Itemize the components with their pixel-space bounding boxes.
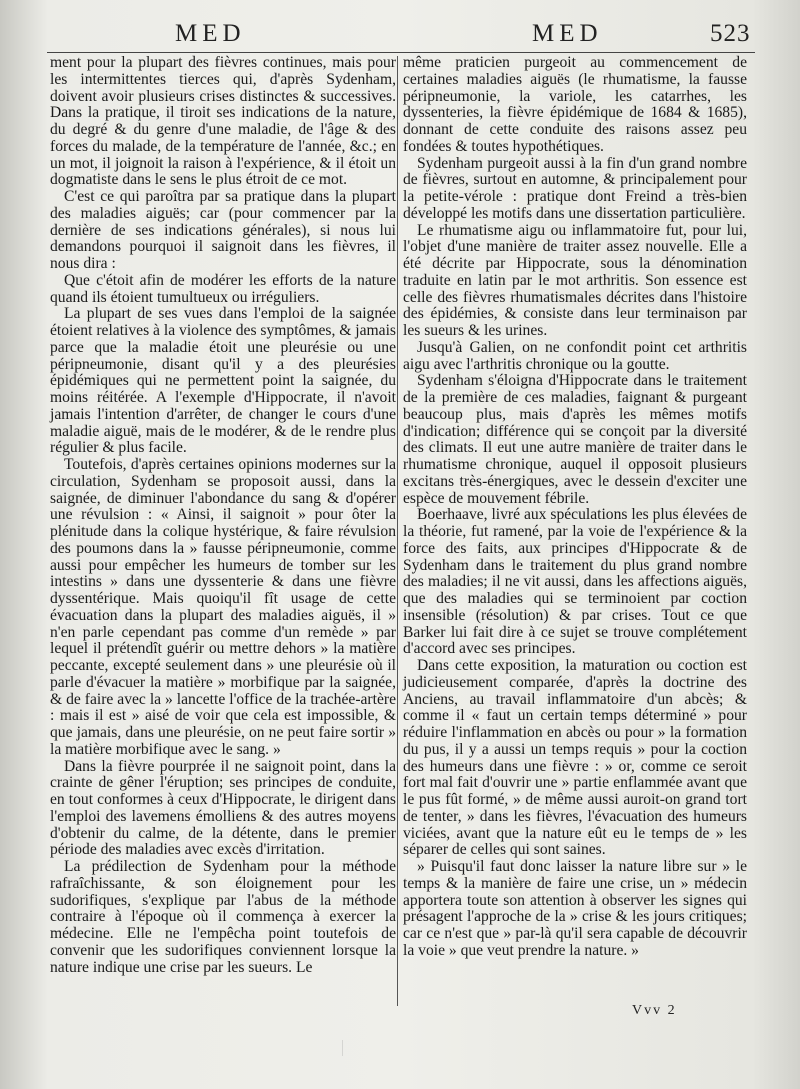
left-column <box>50 55 396 976</box>
header-rule <box>47 52 755 53</box>
left-paragraph: Toutefois, d'après certaines opinions modernes sur la circulation, Sydenham se proposoit aussi, dans la saignée, de diminuer l'abondance du sang & d'opérer une révulsion : « Ainsi, il saignoit » pour ôter la plénitude dans la colique hystérique, & faire révulsion des poumons dans la » fausse péripneumonie, comme aussi pour empêcher les humeurs de tomber sur les intestins » dans une dyssenterie & dans une fièvre dyssentérique. Mais quoiqu'il fît usage de cette évacuation dans la plupart des maladies aiguës, il » n'en parle cependant pas comme d'un remède » par lequel il prétendît guérir ou mettre dehors » la matière peccante, excepté seulement dans » une pleurésie où il parle d'évacuer la matière » morbifique par la saignée, & de faire avec la » lancette l'office de la trachée-artère : mais il est » aisé de voir que cela est impossible, & que jamais, dans une pleurésie, on ne peut faire sortir » la matière morbifique avec le sang. » <box>50 456 396 758</box>
left-paragraph: C'est ce qui paroîtra par sa pratique dans la plupart des maladies aiguës; car (pour commencer par la dernière de ses indications générales), si nous lui demandons pourquoi il saignoit dans les fièvres, il nous dira : <box>50 188 396 272</box>
right-paragraph: Le rhumatisme aigu ou inflammatoire fut, pour lui, l'objet d'une manière de traiter assez nouvelle. Elle a été décrite par Hippocrate, sous la dénomination traduite en latin par le mot arthritis. Son essence est celle des fièvres rhumatismales décrites dans l'histoire des épidémies, & consiste dans leur terminaison par les sueurs & les urines. <box>403 221 747 339</box>
right-paragraph: Jusqu'à Galien, on ne confondit point cet arthritis aigu avec l'arthritis chronique ou la goutte. <box>403 338 747 373</box>
page-mark <box>342 1040 351 1056</box>
column-divider <box>397 56 398 1006</box>
right-paragraph: Sydenham purgeoit aussi à la fin d'un grand nombre de fièvres, surtout en automne, & principalement pour la petite-vérole : pratique dont Freind a très-bien développé les motifs dans une dissertation particulière. <box>403 154 747 222</box>
running-head-left: MED <box>175 20 246 47</box>
right-paragraph: Sydenham s'éloigna d'Hippocrate dans le traitement de la première de ces maladies, faignant & purgeant beaucoup plus, mais d'après les mêmes motifs d'indication; différence qui se conçoit par la diversité des climats. Il eut une autre manière de traiter dans le rhumatisme chronique, auquel il opposoit plusieurs excitans très-énergiques, avec le dessein d'exciter une espèce de mouvement fébrile. <box>403 372 747 507</box>
right-paragraph: » Puisqu'il faut donc laisser la nature libre sur » le temps & la manière de faire une crise, un » médecin apportera toute son attention à observer les signes qui présagent l'approche de la » crise & les jours critiques; car ce n'est que » par-là qu'il sera capable de découvrir la voie » que veut prendre la nature. » <box>403 858 747 959</box>
running-head <box>0 20 800 54</box>
left-paragraph: Que c'étoit afin de modérer les efforts de la nature quand ils étoient tumultueux ou irréguliers. <box>50 271 396 306</box>
right-paragraph: Dans cette exposition, la maturation ou coction est judicieusement comparée, d'après la doctrine des Anciens, au travail inflammatoire d'un abcès; & comme il « faut un certain temps déterminé » pour réduire l'inflammation en abcès ou pour » la formation du pus, il y a aussi un temps requis » pour la coction des humeurs dans une fièvre : » or, comme ce seroit fort mal fait d'ouvrir une » partie enflammée avant que le pus fût formé, » de même aussi auroit-on grand tort de tenter, » dans les fièvres, l'évacuation des humeurs viciées, avant que la nature eût eu le temps de » les séparer de celles qui sont saines. <box>403 657 747 859</box>
right-paragraph: Boerhaave, livré aux spéculations les plus élevées de la théorie, fut ramené, par la voie de l'expérience & la force des faits, aux principes d'Hippocrate & de Sydenham dans le traitement du plus grand nombre des maladies; il ne vit aussi, dans les affections aiguës, que des maladies qui se terminoient par coction insensible (résolution) & par crises. Tout ce que Barker lui fait dire à ce sujet se trouve complétement d'accord avec ses principes. <box>403 506 747 658</box>
right-column <box>403 55 747 960</box>
left-paragraph: ment pour la plupart des fièvres continues, mais pour les intermittentes tierces qui, d'après Sydenham, doivent avoir plusieurs crises distinctes & successives. Dans la pratique, il tiroit ses indications de la nature, du degré & du genre d'une maladie, de l'âge & des forces du malade, de la température de l'année, &c.; en un mot, il joignoit la raison à l'expérience, & il étoit un dogmatiste dans le sens le plus étroit de ce mot. <box>50 54 396 189</box>
right-paragraph: même praticien purgeoit au commencement de certaines maladies aiguës (le rhumatisme, la fausse péripneumonie, la variole, les catarrhes, les dyssenteries, la fièvre épidémique de 1684 & 1685), donnant de cette conduite des raisons assez peu fondées & toutes hypothétiques. <box>403 54 747 155</box>
running-head-center: MED <box>532 20 603 47</box>
left-paragraph: Dans la fièvre pourprée il ne saignoit point, dans la crainte de gêner l'éruption; ses principes de conduite, en tout conformes à ceux d'Hippocrate, le dirigent dans l'emploi des lavemens émolliens & des autres moyens d'obtenir du calme, de la détente, dans le premier période des maladies avec excès d'irritation. <box>50 757 396 859</box>
page-number: 523 <box>710 20 751 47</box>
signature-mark: Vvv 2 <box>632 1003 677 1018</box>
left-paragraph: La prédilection de Sydenham pour la méthode rafraîchissante, & son éloignement pour les sudorifiques, s'explique par l'abus de la méthode contraire à l'époque où il commença à exercer la médecine. Elle ne l'empêcha point toutefois de convenir que les sudorifiques conviennent lorsque la nature indique une crise par les sueurs. Le <box>50 858 396 976</box>
left-paragraph: La plupart de ses vues dans l'emploi de la saignée étoient relatives à la violence des symptômes, & jamais parce que la maladie étoit une pleurésie ou une péripneumonie, disant qu'il y a des pleurésies épidémiques qui ne permettent point la saignée, du moins réitérée. A l'exemple d'Hippocrate, il n'avoit jamais l'intention d'arrêter, de changer le cours d'une maladie aiguë, mais de le modérer, & de le rendre plus régulier & plus facile. <box>50 305 396 457</box>
